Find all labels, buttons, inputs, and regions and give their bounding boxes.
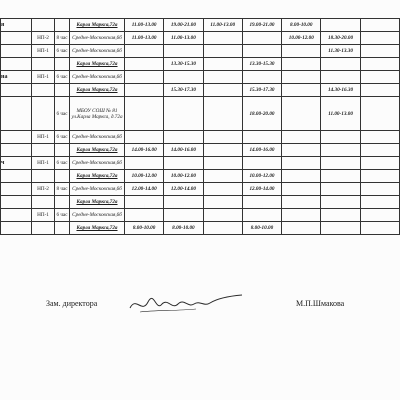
time-slot-cell — [360, 222, 399, 235]
location-cell — [70, 84, 125, 97]
time-slot-cell — [282, 84, 321, 97]
time-slot-cell: 14.00-16.00 — [125, 144, 164, 157]
time-slot-cell — [242, 71, 281, 84]
coach-name-fragment: я — [1, 22, 5, 28]
time-slot-cell — [203, 32, 242, 45]
time-slot-cell — [360, 170, 399, 183]
hours-cell: 6 час — [55, 157, 70, 170]
time-slot-cell — [125, 196, 164, 209]
location-cell — [70, 222, 125, 235]
coach-cell — [1, 144, 32, 157]
hours-cell: 8 час — [55, 183, 70, 196]
table-row — [1, 170, 400, 183]
location-cell — [70, 58, 125, 71]
table-row — [1, 84, 400, 97]
location-text: Средне-Московская,6б — [72, 212, 122, 218]
time-slot-cell — [282, 157, 321, 170]
time-slot-cell — [203, 71, 242, 84]
coach-cell — [1, 131, 32, 144]
time-slot-cell: 11.00-13.00 — [125, 32, 164, 45]
time-slot-cell: 8.00-10.00 — [125, 222, 164, 235]
location-cell — [70, 19, 125, 32]
hours-cell — [55, 196, 70, 209]
time-slot-cell — [321, 71, 360, 84]
location-cell — [70, 183, 125, 196]
table-row — [1, 32, 400, 45]
table-row — [1, 45, 400, 58]
time-slot-cell — [360, 209, 399, 222]
hours-cell — [55, 58, 70, 71]
coach-cell — [1, 71, 32, 84]
group-cell — [32, 84, 55, 97]
time-slot-cell: 8.00-10.00 — [282, 19, 321, 32]
time-slot-cell: 10.00-12.00 — [242, 170, 281, 183]
time-slot-cell — [321, 144, 360, 157]
table-row — [1, 97, 400, 131]
coach-cell — [1, 97, 32, 131]
time-slot-cell — [360, 144, 399, 157]
location-cell — [70, 144, 125, 157]
time-slot-cell — [164, 97, 203, 131]
table-row — [1, 183, 400, 196]
table-row — [1, 196, 400, 209]
location-text: МБОУ СОШ № 81 ул.Карла Маркса, д.72а — [71, 107, 123, 120]
time-slot-cell: 10.00-12.00 — [125, 170, 164, 183]
location-cell — [70, 32, 125, 45]
time-slot-cell — [125, 58, 164, 71]
time-slot-cell — [164, 71, 203, 84]
time-slot-cell — [203, 196, 242, 209]
time-slot-cell — [125, 157, 164, 170]
location-cell — [70, 209, 125, 222]
time-slot-cell — [164, 209, 203, 222]
location-cell — [70, 45, 125, 58]
location-cell — [70, 71, 125, 84]
coach-cell — [1, 183, 32, 196]
time-slot-cell — [125, 71, 164, 84]
time-slot-cell — [203, 84, 242, 97]
time-slot-cell — [203, 209, 242, 222]
time-slot-cell: 19.00-21.00 — [164, 19, 203, 32]
location-text: Карла Маркса,72а — [76, 22, 118, 28]
time-slot-cell — [282, 170, 321, 183]
time-slot-cell: 12.00-14.00 — [125, 183, 164, 196]
time-slot-cell — [360, 157, 399, 170]
time-slot-cell — [360, 84, 399, 97]
table-row — [1, 71, 400, 84]
location-text: Карла Маркса,72а — [76, 225, 118, 231]
time-slot-cell — [125, 84, 164, 97]
time-slot-cell — [321, 170, 360, 183]
location-cell — [70, 157, 125, 170]
hours-cell: 6 час — [55, 209, 70, 222]
time-slot-cell — [125, 97, 164, 131]
time-slot-cell — [203, 45, 242, 58]
group-cell — [32, 196, 55, 209]
time-slot-cell — [203, 183, 242, 196]
hours-cell: 6 час — [55, 131, 70, 144]
time-slot-cell — [321, 222, 360, 235]
coach-cell — [1, 170, 32, 183]
time-slot-cell — [242, 157, 281, 170]
coach-name-fragment: на — [1, 74, 8, 80]
coach-cell — [1, 45, 32, 58]
time-slot-cell: 18.30-20.00 — [321, 32, 360, 45]
time-slot-cell: 8.00-10.00 — [242, 222, 281, 235]
time-slot-cell — [125, 131, 164, 144]
time-slot-cell — [164, 157, 203, 170]
time-slot-cell — [282, 183, 321, 196]
time-slot-cell: 10.00-12.00 — [282, 32, 321, 45]
location-text: Карла Маркса,72а — [76, 87, 118, 93]
time-slot-cell — [242, 32, 281, 45]
group-cell: НП-1 — [32, 71, 55, 84]
time-slot-cell — [321, 19, 360, 32]
table-row — [1, 157, 400, 170]
group-cell — [32, 97, 55, 131]
time-slot-cell — [242, 209, 281, 222]
time-slot-cell — [321, 157, 360, 170]
time-slot-cell — [360, 183, 399, 196]
table-row — [1, 19, 400, 32]
location-text: Средне-Московская,6б — [72, 35, 122, 41]
group-cell: НП-1 — [32, 45, 55, 58]
coach-name-fragment: ч — [1, 160, 5, 166]
time-slot-cell — [203, 170, 242, 183]
time-slot-cell: 14.00-16.00 — [164, 144, 203, 157]
group-cell — [32, 144, 55, 157]
time-slot-cell — [164, 131, 203, 144]
time-slot-cell — [125, 45, 164, 58]
coach-cell — [1, 19, 32, 32]
time-slot-cell — [321, 209, 360, 222]
coach-cell — [1, 84, 32, 97]
hours-cell — [55, 19, 70, 32]
location-text: Средне-Московская,6б — [72, 48, 122, 54]
table-row — [1, 222, 400, 235]
hours-cell: 6 час — [55, 71, 70, 84]
coach-cell — [1, 58, 32, 71]
table-row — [1, 144, 400, 157]
time-slot-cell: 11.00-13.00 — [321, 97, 360, 131]
time-slot-cell — [360, 71, 399, 84]
hours-cell — [55, 170, 70, 183]
location-cell — [70, 131, 125, 144]
time-slot-cell — [282, 144, 321, 157]
time-slot-cell: 15.30-17.30 — [164, 84, 203, 97]
table-row — [1, 58, 400, 71]
time-slot-cell: 14.00-16.00 — [242, 144, 281, 157]
coach-cell — [1, 209, 32, 222]
time-slot-cell: 19.00-21.00 — [242, 19, 281, 32]
time-slot-cell — [360, 32, 399, 45]
location-text: Карла Маркса,72а — [76, 199, 118, 205]
time-slot-cell: 8.00-10.00 — [164, 222, 203, 235]
location-cell — [70, 196, 125, 209]
location-text: Средне-Московская,6б — [72, 134, 122, 140]
table-row — [1, 209, 400, 222]
time-slot-cell: 11.00-13.00 — [125, 19, 164, 32]
hours-cell: 8 час — [55, 32, 70, 45]
coach-cell — [1, 196, 32, 209]
time-slot-cell — [125, 209, 164, 222]
time-slot-cell — [321, 131, 360, 144]
signatory-name: М.П.Шмакова — [296, 299, 345, 308]
time-slot-cell — [360, 19, 399, 32]
location-text: Средне-Московская,6б — [72, 160, 122, 166]
location-text: Средне-Московская,6б — [72, 74, 122, 80]
time-slot-cell: 12.00-14.00 — [242, 183, 281, 196]
hours-cell — [55, 222, 70, 235]
time-slot-cell — [321, 196, 360, 209]
time-slot-cell — [164, 196, 203, 209]
time-slot-cell — [242, 45, 281, 58]
location-text: Карла Маркса,72а — [76, 173, 118, 179]
time-slot-cell — [360, 131, 399, 144]
group-cell — [32, 58, 55, 71]
location-text: Средне-Московская,6б — [72, 186, 122, 192]
time-slot-cell — [242, 196, 281, 209]
hours-cell: 6 час — [55, 97, 70, 131]
group-cell — [32, 19, 55, 32]
time-slot-cell: 13.30-15.30 — [242, 58, 281, 71]
time-slot-cell: 11.00-13.00 — [164, 32, 203, 45]
group-cell: НП-2 — [32, 183, 55, 196]
time-slot-cell: 10.00-12.00 — [164, 170, 203, 183]
group-cell: НП-1 — [32, 209, 55, 222]
time-slot-cell — [360, 45, 399, 58]
time-slot-cell — [203, 222, 242, 235]
time-slot-cell — [321, 183, 360, 196]
coach-cell — [1, 157, 32, 170]
time-slot-cell: 13.30-15.30 — [164, 58, 203, 71]
group-cell: НП-1 — [32, 157, 55, 170]
group-cell: НП-2 — [32, 32, 55, 45]
time-slot-cell: 14.30-16.30 — [321, 84, 360, 97]
time-slot-cell — [203, 97, 242, 131]
table-row — [1, 131, 400, 144]
schedule-table — [0, 18, 400, 235]
location-cell — [70, 170, 125, 183]
time-slot-cell — [164, 45, 203, 58]
time-slot-cell — [282, 58, 321, 71]
time-slot-cell: 15.30-17.30 — [242, 84, 281, 97]
signature-block — [0, 292, 400, 316]
time-slot-cell — [321, 58, 360, 71]
time-slot-cell: 11.30-13.30 — [321, 45, 360, 58]
location-cell — [70, 97, 125, 131]
group-cell — [32, 222, 55, 235]
time-slot-cell — [242, 131, 281, 144]
hours-cell — [55, 144, 70, 157]
position-label: Зам. директора — [46, 299, 98, 308]
time-slot-cell — [282, 222, 321, 235]
coach-cell — [1, 32, 32, 45]
cropped-table-top — [0, 0, 400, 18]
handwritten-signature — [126, 292, 246, 318]
location-text: Карла Маркса,72а — [76, 61, 118, 67]
time-slot-cell: 11.00-13.00 — [203, 19, 242, 32]
time-slot-cell — [282, 71, 321, 84]
time-slot-cell — [282, 45, 321, 58]
location-text: Карла Маркса,72а — [76, 147, 118, 153]
time-slot-cell — [282, 97, 321, 131]
time-slot-cell — [282, 196, 321, 209]
time-slot-cell — [360, 58, 399, 71]
time-slot-cell — [203, 58, 242, 71]
time-slot-cell — [203, 144, 242, 157]
group-cell — [32, 170, 55, 183]
time-slot-cell — [203, 157, 242, 170]
time-slot-cell — [203, 131, 242, 144]
time-slot-cell: 18.00-20.00 — [242, 97, 281, 131]
coach-cell — [1, 222, 32, 235]
group-cell: НП-1 — [32, 131, 55, 144]
time-slot-cell: 12.00-14.00 — [164, 183, 203, 196]
time-slot-cell — [282, 209, 321, 222]
hours-cell — [55, 84, 70, 97]
time-slot-cell — [360, 196, 399, 209]
hours-cell: 6 час — [55, 45, 70, 58]
time-slot-cell — [360, 97, 399, 131]
time-slot-cell — [282, 131, 321, 144]
